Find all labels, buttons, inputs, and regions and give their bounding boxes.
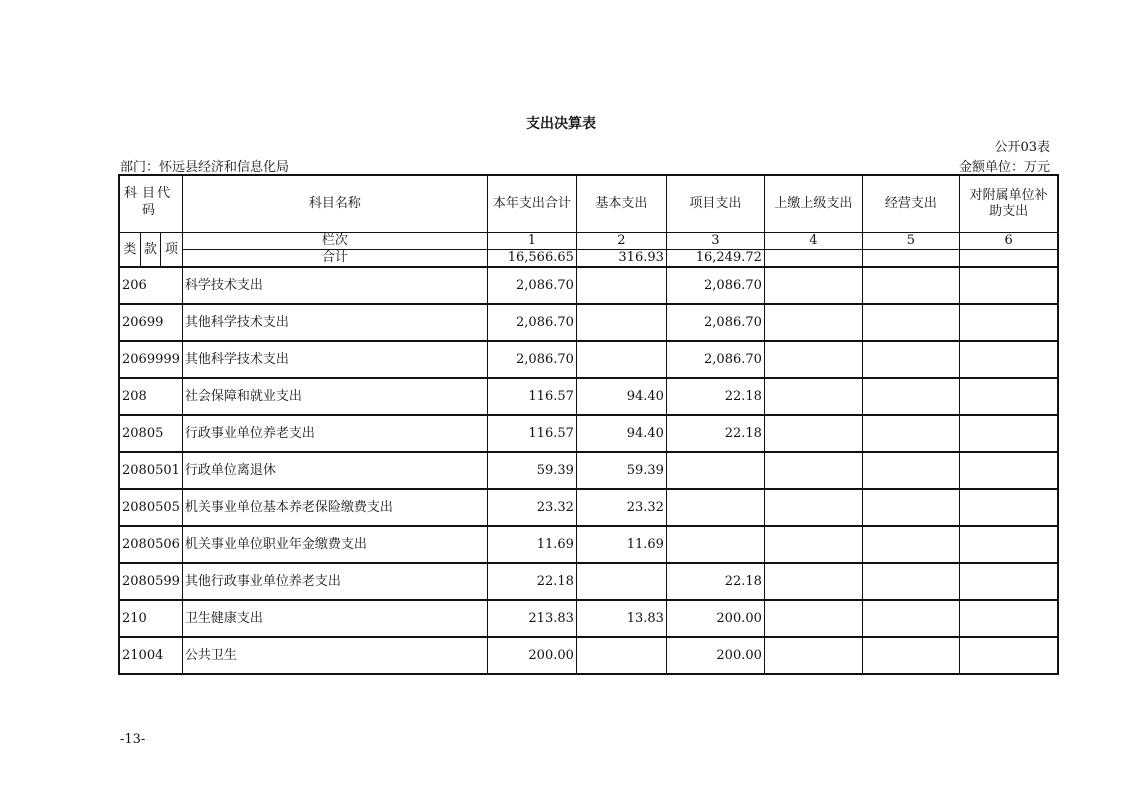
amount-cell xyxy=(862,341,959,378)
amount-cell: 11.69 xyxy=(576,526,666,563)
amount-cell xyxy=(862,489,959,526)
amount-cell: 22.18 xyxy=(666,563,764,600)
total-value xyxy=(862,250,959,268)
table-row xyxy=(119,452,1058,489)
amount-cell xyxy=(862,637,959,674)
table-row xyxy=(119,378,1058,415)
amount-cell: 2,086.70 xyxy=(666,267,764,304)
subject-code-header xyxy=(119,175,182,233)
amount-cell: 22.18 xyxy=(666,378,764,415)
code-class-label: 类 xyxy=(119,233,140,268)
total-value: 16,249.72 xyxy=(666,250,764,268)
amount-cell xyxy=(666,489,764,526)
amount-cell xyxy=(576,341,666,378)
subject-code: 21004 xyxy=(119,637,182,674)
subject-name: 其他科学技术支出 xyxy=(182,341,487,378)
amount-cell xyxy=(764,267,862,304)
amount-cell xyxy=(764,489,862,526)
col-seq-3: 3 xyxy=(666,233,764,250)
col-seq-2: 2 xyxy=(576,233,666,250)
amount-cell xyxy=(959,563,1058,600)
header-row xyxy=(119,175,1058,233)
amount-cell: 2,086.70 xyxy=(666,341,764,378)
subject-name: 行政单位离退休 xyxy=(182,452,487,489)
col-header-total: 本年支出合计 xyxy=(487,175,576,233)
amount-cell: 200.00 xyxy=(487,637,576,674)
subject-code: 206 xyxy=(119,267,182,304)
amount-cell xyxy=(959,600,1058,637)
subject-name: 社会保障和就业支出 xyxy=(182,378,487,415)
amount-cell xyxy=(576,563,666,600)
amount-cell xyxy=(862,600,959,637)
amount-cell: 2,086.70 xyxy=(666,304,764,341)
amount-cell xyxy=(959,378,1058,415)
amount-cell: 116.57 xyxy=(487,415,576,452)
amount-cell xyxy=(959,304,1058,341)
col-header-basic: 基本支出 xyxy=(576,175,666,233)
total-value: 16,566.65 xyxy=(487,250,576,268)
subject-code: 20699 xyxy=(119,304,182,341)
amount-cell: 13.83 xyxy=(576,600,666,637)
col-header-operating: 经营支出 xyxy=(862,175,959,233)
amount-cell: 11.69 xyxy=(487,526,576,563)
amount-cell: 2,086.70 xyxy=(487,341,576,378)
amount-cell xyxy=(666,526,764,563)
amount-cell xyxy=(862,415,959,452)
subject-name: 行政事业单位养老支出 xyxy=(182,415,487,452)
total-value xyxy=(959,250,1058,268)
total-value xyxy=(764,250,862,268)
table-row xyxy=(119,267,1058,304)
subject-name: 机关事业单位职业年金缴费支出 xyxy=(182,526,487,563)
unit-label: 金额单位：万元 xyxy=(958,160,1050,175)
subject-name-header: 科目名称 xyxy=(182,175,487,233)
col-seq-1: 1 xyxy=(487,233,576,250)
subject-name: 机关事业单位基本养老保险缴费支出 xyxy=(182,489,487,526)
amount-cell xyxy=(862,378,959,415)
subject-code: 2080501 xyxy=(119,452,182,489)
code-char-3: 代 xyxy=(157,186,171,201)
code-sub-label: 项 xyxy=(161,233,183,268)
amount-cell: 2,086.70 xyxy=(487,267,576,304)
amount-cell: 200.00 xyxy=(666,600,764,637)
amount-cell xyxy=(576,637,666,674)
amount-cell xyxy=(764,415,862,452)
table-row xyxy=(119,304,1058,341)
table-row xyxy=(119,489,1058,526)
table-row xyxy=(119,341,1058,378)
amount-cell xyxy=(959,526,1058,563)
subject-code: 20805 xyxy=(119,415,182,452)
amount-cell: 22.18 xyxy=(666,415,764,452)
amount-cell: 23.32 xyxy=(576,489,666,526)
amount-cell: 59.39 xyxy=(487,452,576,489)
amount-cell xyxy=(764,563,862,600)
amount-cell: 59.39 xyxy=(576,452,666,489)
amount-cell xyxy=(576,304,666,341)
amount-cell xyxy=(959,637,1058,674)
subject-code: 2080599 xyxy=(119,563,182,600)
page-title: 支出决算表 xyxy=(526,116,596,132)
department-label: 部门：怀远县经济和信息化局 xyxy=(120,160,290,175)
subject-name: 其他行政事业单位养老支出 xyxy=(182,563,487,600)
code-char-4: 码 xyxy=(142,203,156,218)
table-row xyxy=(119,600,1058,637)
subject-name: 公共卫生 xyxy=(182,637,487,674)
subject-name: 其他科学技术支出 xyxy=(182,304,487,341)
code-item-label: 款 xyxy=(140,233,161,268)
amount-cell xyxy=(862,452,959,489)
amount-cell xyxy=(764,452,862,489)
amount-cell xyxy=(764,526,862,563)
total-value: 316.93 xyxy=(576,250,666,268)
col-header-remit: 上缴上级支出 xyxy=(764,175,862,233)
table-row xyxy=(119,563,1058,600)
total-row xyxy=(119,250,1058,268)
amount-cell xyxy=(862,267,959,304)
subject-code: 2069999 xyxy=(119,341,182,378)
subject-name: 卫生健康支出 xyxy=(182,600,487,637)
expenditure-table xyxy=(118,174,1059,675)
subject-code: 208 xyxy=(119,378,182,415)
amount-cell: 94.40 xyxy=(576,415,666,452)
table-row xyxy=(119,526,1058,563)
amount-cell xyxy=(764,378,862,415)
amount-cell: 2,086.70 xyxy=(487,304,576,341)
col-seq-6: 6 xyxy=(959,233,1058,250)
amount-cell xyxy=(959,489,1058,526)
amount-cell: 94.40 xyxy=(576,378,666,415)
amount-cell: 116.57 xyxy=(487,378,576,415)
seq-row xyxy=(119,233,1058,250)
table-row xyxy=(119,415,1058,452)
amount-cell xyxy=(959,341,1058,378)
amount-cell: 200.00 xyxy=(666,637,764,674)
amount-cell: 213.83 xyxy=(487,600,576,637)
col-header-project: 项目支出 xyxy=(666,175,764,233)
code-char-2: 目 xyxy=(142,186,156,201)
amount-cell: 22.18 xyxy=(487,563,576,600)
col-header-subsidy: 对附属单位补助支出 xyxy=(959,175,1058,233)
amount-cell xyxy=(862,563,959,600)
form-number: 公开03表 xyxy=(994,140,1050,155)
table-row xyxy=(119,637,1058,674)
amount-cell xyxy=(764,341,862,378)
amount-cell xyxy=(959,267,1058,304)
amount-cell xyxy=(576,267,666,304)
amount-cell xyxy=(764,637,862,674)
amount-cell xyxy=(764,304,862,341)
amount-cell xyxy=(862,526,959,563)
subject-name: 科学技术支出 xyxy=(182,267,487,304)
amount-cell xyxy=(764,600,862,637)
code-char-1: 科 xyxy=(124,186,138,201)
col-seq-label: 栏次 xyxy=(182,233,487,250)
amount-cell: 23.32 xyxy=(487,489,576,526)
amount-cell xyxy=(862,304,959,341)
subject-code: 2080506 xyxy=(119,526,182,563)
col-seq-4: 4 xyxy=(764,233,862,250)
amount-cell xyxy=(666,452,764,489)
page-number: -13- xyxy=(120,732,146,747)
subject-code: 210 xyxy=(119,600,182,637)
subject-code: 2080505 xyxy=(119,489,182,526)
total-label: 合计 xyxy=(182,250,487,268)
col-seq-5: 5 xyxy=(862,233,959,250)
amount-cell xyxy=(959,452,1058,489)
amount-cell xyxy=(959,415,1058,452)
